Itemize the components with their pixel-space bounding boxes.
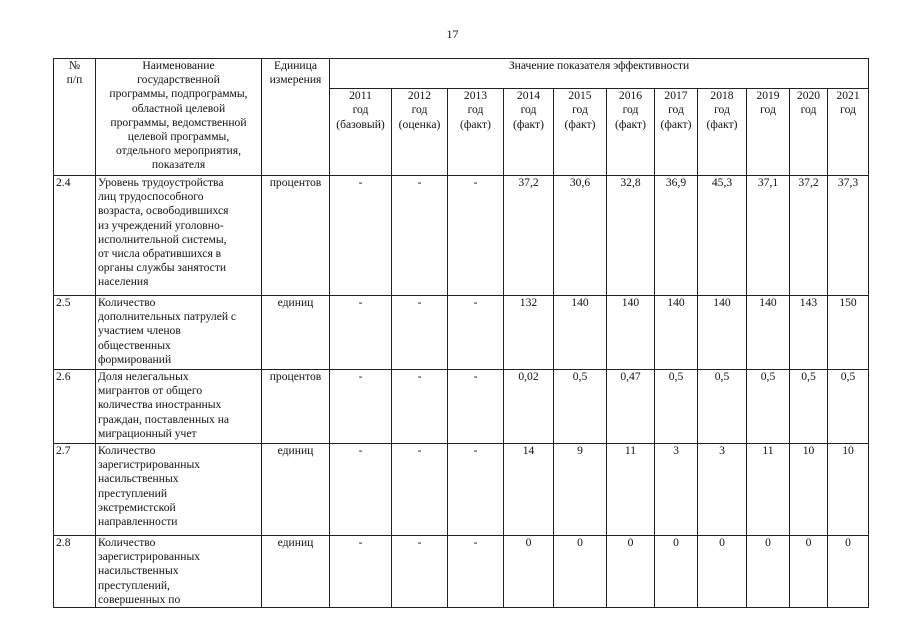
header-year-2 <box>448 89 504 176</box>
indicator-value: 37,2 <box>504 176 554 296</box>
header-unit: Единица измерения <box>262 59 330 176</box>
indicator-value: - <box>330 444 392 536</box>
indicator-value: 11 <box>607 444 655 536</box>
row-number: 2.5 <box>54 296 96 370</box>
header-year-1 <box>392 89 448 176</box>
row-number: 2.6 <box>54 370 96 444</box>
indicator-value: 45,3 <box>698 176 747 296</box>
indicator-value: 0 <box>828 536 869 608</box>
indicator-value: 0 <box>698 536 747 608</box>
indicator-value: - <box>448 176 504 296</box>
header-num: № п/п <box>54 59 96 176</box>
indicator-value: 10 <box>828 444 869 536</box>
indicator-value: 143 <box>790 296 828 370</box>
indicator-value: - <box>392 536 448 608</box>
indicator-value: 0,5 <box>790 370 828 444</box>
header-year-word: год <box>572 103 588 117</box>
indicator-value: 0,47 <box>607 370 655 444</box>
table-row <box>54 536 869 608</box>
header-year-7 <box>698 89 747 176</box>
indicator-value: 0 <box>747 536 790 608</box>
row-number: 2.7 <box>54 444 96 536</box>
indicator-value: 0 <box>607 536 655 608</box>
header-year-5 <box>607 89 655 176</box>
indicator-value: 14 <box>504 444 554 536</box>
header-year-note: (факт) <box>706 117 738 131</box>
indicator-value: 0 <box>504 536 554 608</box>
indicator-value: 0 <box>790 536 828 608</box>
indicator-value: 0,5 <box>698 370 747 444</box>
indicator-value: - <box>448 444 504 536</box>
header-year-year: 2016 <box>618 89 643 103</box>
unit-of-measure: единиц <box>262 536 330 608</box>
indicator-value: 140 <box>655 296 698 370</box>
indicator-value: - <box>392 176 448 296</box>
header-year-note: (факт) <box>564 117 596 131</box>
indicator-value: 37,2 <box>790 176 828 296</box>
header-year-word: год <box>800 103 817 117</box>
header-year-year: 2011 <box>349 89 372 103</box>
indicator-name: Доля нелегальных мигрантов от общего количества иностранных граждан, поставленных на миграционный учет <box>96 370 262 444</box>
unit-of-measure: процентов <box>262 176 330 296</box>
indicator-value: - <box>330 176 392 296</box>
indicator-value: 3 <box>698 444 747 536</box>
indicator-value: 0,5 <box>828 370 869 444</box>
indicator-value: 32,8 <box>607 176 655 296</box>
indicator-value: 0,5 <box>554 370 607 444</box>
indicator-name: Уровень трудоустройства лиц трудоспособного возраста, освободившихся из учреждений уголовно- исполнительной системы, от числа обратившихся в органы службы занятости населения <box>96 176 262 296</box>
indicator-value: - <box>392 370 448 444</box>
indicator-value: 140 <box>747 296 790 370</box>
unit-of-measure: процентов <box>262 370 330 444</box>
indicator-value: 9 <box>554 444 607 536</box>
indicator-value: 3 <box>655 444 698 536</box>
header-year-10 <box>828 89 869 176</box>
header-values-group: Значение показателя эффективности <box>330 59 869 89</box>
header-year-note: (оценка) <box>398 117 441 131</box>
indicator-value: 36,9 <box>655 176 698 296</box>
header-year-year: 2021 <box>836 89 860 103</box>
header-year-6 <box>655 89 698 176</box>
indicator-value: 0,5 <box>655 370 698 444</box>
indicator-value: 132 <box>504 296 554 370</box>
header-year-word: год <box>467 103 484 117</box>
header-year-note: (факт) <box>513 117 544 131</box>
indicator-value: 11 <box>747 444 790 536</box>
indicator-value: - <box>330 296 392 370</box>
header-year-year: 2014 <box>516 89 541 103</box>
header-year-word: год <box>411 103 428 117</box>
indicator-value: - <box>448 296 504 370</box>
header-year-word: год <box>520 103 537 117</box>
header-year-note: (факт) <box>660 117 692 131</box>
header-year-word: год <box>622 103 639 117</box>
indicator-value: 140 <box>554 296 607 370</box>
indicator-value: 0,02 <box>504 370 554 444</box>
header-year-8 <box>747 89 790 176</box>
table-row <box>54 444 869 536</box>
indicator-value: 140 <box>698 296 747 370</box>
indicator-value: 10 <box>790 444 828 536</box>
table-row <box>54 296 869 370</box>
unit-of-measure: единиц <box>262 296 330 370</box>
header-year-word: год <box>840 103 856 117</box>
indicator-value: - <box>448 536 504 608</box>
header-year-word: год <box>714 103 730 117</box>
indicator-value: 140 <box>607 296 655 370</box>
indicator-value: 30,6 <box>554 176 607 296</box>
indicator-value: - <box>448 370 504 444</box>
header-name: Наименование государственной программы, подпрограммы, областной целевой программы, ведомственной целевой программы, отдельного мероприятия, показателя <box>96 59 262 176</box>
header-year-word: год <box>352 103 369 117</box>
indicator-value: 0 <box>655 536 698 608</box>
header-year-note: (факт) <box>460 117 491 131</box>
header-year-year: 2018 <box>710 89 734 103</box>
header-year-year: 2017 <box>664 89 688 103</box>
row-number: 2.4 <box>54 176 96 296</box>
indicator-value: - <box>392 444 448 536</box>
indicator-value: - <box>330 370 392 444</box>
table-row <box>54 176 869 296</box>
indicator-value: - <box>330 536 392 608</box>
header-year-year: 2013 <box>463 89 488 103</box>
header-year-year: 2012 <box>407 89 432 103</box>
table-row <box>54 370 869 444</box>
header-year-0 <box>330 89 392 176</box>
header-year-note: (базовый) <box>336 117 385 131</box>
indicator-name: Количество зарегистрированных насильственных преступлений, совершенных по <box>96 536 262 608</box>
header-year-year: 2020 <box>796 89 821 103</box>
indicator-value: 37,3 <box>828 176 869 296</box>
header-year-note: (факт) <box>615 117 646 131</box>
page-number: 17 <box>446 27 459 41</box>
header-year-3 <box>504 89 554 176</box>
header-year-9 <box>790 89 828 176</box>
indicator-value: 37,1 <box>747 176 790 296</box>
indicator-value: - <box>392 296 448 370</box>
indicator-value: 0,5 <box>747 370 790 444</box>
header-year-4 <box>554 89 607 176</box>
indicator-name: Количество дополнительных патрулей с участием членов общественных формирований <box>96 296 262 370</box>
indicator-value: 0 <box>554 536 607 608</box>
header-year-year: 2015 <box>568 89 592 103</box>
indicator-value: 150 <box>828 296 869 370</box>
indicator-name: Количество зарегистрированных насильственных преступлений экстремистской направленности <box>96 444 262 536</box>
row-number: 2.8 <box>54 536 96 608</box>
header-year-word: год <box>668 103 684 117</box>
header-year-word: год <box>760 103 776 117</box>
header-row-top <box>54 59 869 89</box>
efficiency-indicators-table <box>53 58 869 608</box>
unit-of-measure: единиц <box>262 444 330 536</box>
header-year-year: 2019 <box>756 89 780 103</box>
